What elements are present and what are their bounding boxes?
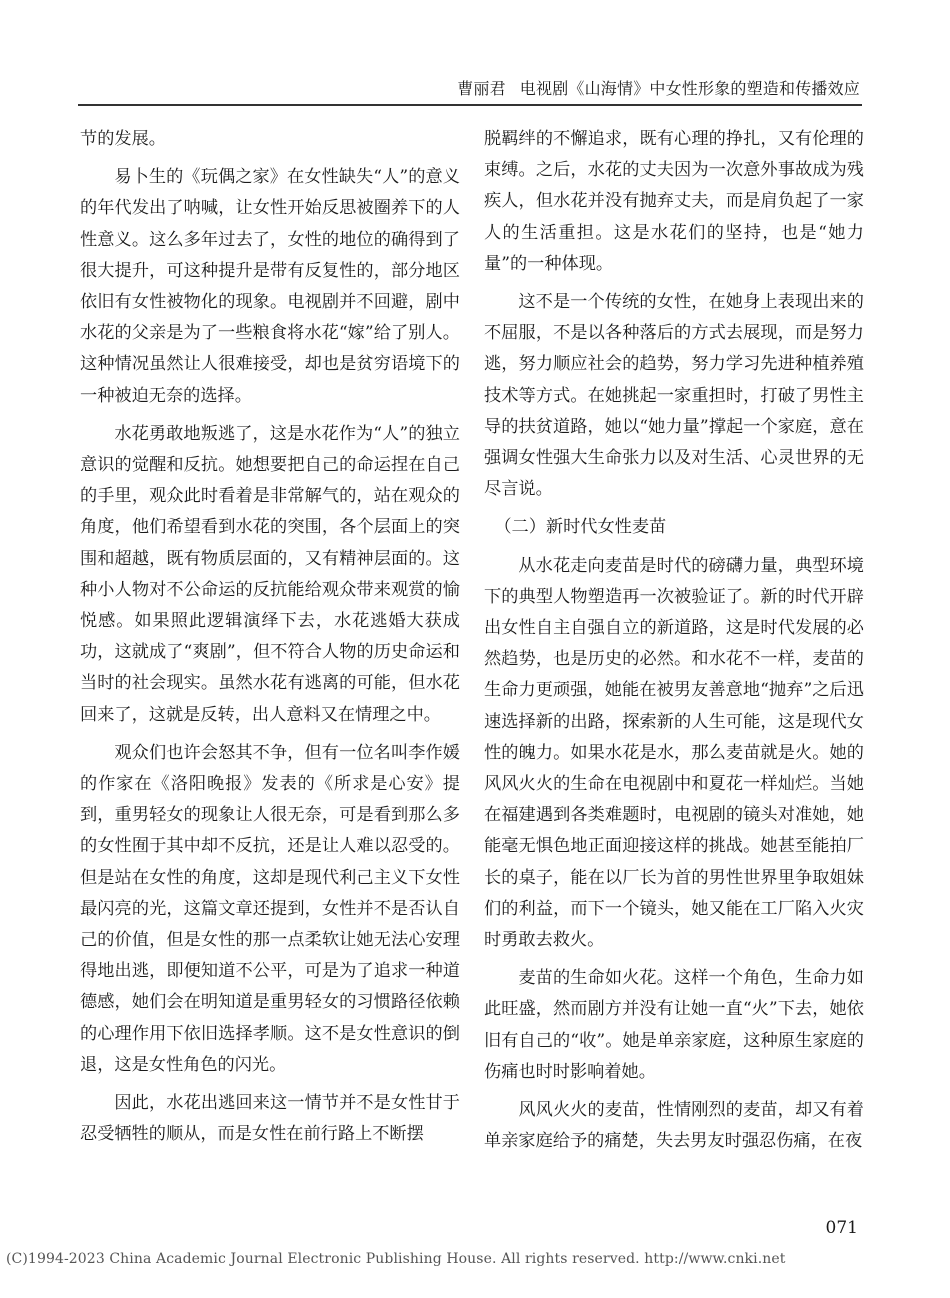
- header-title: 电视剧《山海情》中女性形象的塑造和传播效应: [519, 79, 860, 98]
- paragraph: 从水花走向麦苗是时代的磅礴力量，典型环境下的典型人物塑造再一次被验证了。新的时代开辟出女性自主自强自立的新道路，这是时代发展的必然趋势，也是历史的必然。和水花不一样，麦苗的生命力更顽强，她能在被男友善意地“抛弃”之后迅速选择新的出路，探索新的人生可能，这是现代女性的魄力。如果水花是水，那么麦苗就是火。她的风风火火的生命在电视剧中和夏花一样灿烂。当她在福建遇到各类难题时，电视剧的镜头对准她，她能毫无惧色地正面迎接这样的挑战。她甚至能拍厂长的桌子，能在以厂长为首的男性世界里争取姐妹们的利益，而下一个镜头，她又能在工厂陷入火灾时勇敢去救火。: [484, 555, 864, 951]
- paragraph: 观众们也许会怒其不争，但有一位名叫李作媛的作家在《洛阳晚报》发表的《所求是心安》提到，重男轻女的现象让人很无奈，可是看到那么多的女性囿于其中却不反抗，还是让人难以忍受的。但是站在女性的角度，这却是现代利己主义下女性最闪亮的光，这篇文章还提到，女性并不是否认自己的价值，但是女性的那一点柔软让她无法心安理得地出逃，即便知道不公平，可是为了追求一种道德感，她们会在明知道是重男轻女的习惯路径依赖的心理作用下依旧选择孝顺。这不是女性意识的倒退，这是女性角色的闪光。: [80, 742, 460, 1075]
- paragraph: 节的发展。: [80, 129, 166, 149]
- paragraph: 风风火火的麦苗，性情刚烈的麦苗，却又有着单亲家庭给予的痛楚，失去男友时强忍伤痛，在夜: [484, 1100, 864, 1152]
- paragraph: 易卜生的《玩偶之家》在女性缺失“人”的意义的年代发出了呐喊，让女性开始反思被圈养下的人性意义。这么多年过去了，女性的地位的确得到了很大提升，可这种提升是带有反复性的，部分地区依旧有女性被物化的现象。电视剧并不回避，剧中水花的父亲是为了一些粮食将水花“嫁”给了别人。这种情况虽然让人很难接受，却也是贫穷语境下的一种被迫无奈的选择。: [80, 167, 460, 406]
- paragraph: 这不是一个传统的女性，在她身上表现出来的不屈服，不是以各种落后的方式去展现，而是努力逃，努力顺应社会的趋势，努力学习先进种植养殖技术等方式。在她挑起一家重担时，打破了男性主导的扶贫道路，她以“她力量”撑起一个家庭，意在强调女性强大生命张力以及对生活、心灵世界的无尽言说。: [484, 292, 864, 500]
- header-author: 曹丽君: [457, 79, 506, 98]
- paragraph: 水花勇敢地叛逃了，这是水花作为“人”的独立意识的觉醒和反抗。她想要把自己的命运捏在自己的手里，观众此时看着是非常解气的，站在观众的角度，他们希望看到水花的突围，各个层面上的突围和超越，既有物质层面的，又有精神层面的。这种小人物对不公命运的反抗能给观众带来观赏的愉悦感。如果照此逻辑演绎下去，水花逃婚大获成功，这就成了“爽剧”，但不符合人物的历史命运和当时的社会现实。虽然水花有逃离的可能，但水花回来了，这就是反转，出人意料又在情理之中。: [80, 423, 460, 725]
- right-column: [484, 124, 864, 1165]
- left-column: [80, 124, 460, 1158]
- paragraph: 脱羁绊的不懈追求，既有心理的挣扎，又有伦理的束缚。之后，水花的丈夫因为一次意外事故成为残疾人，但水花并没有抛弃丈夫，而是肩负起了一家人的生活重担。这是水花们的坚持，也是“她力量”的一种体现。: [484, 129, 864, 274]
- paragraph: 麦苗的生命如火花。这样一个角色，生命力如此旺盛，然而剧方并没有让她一直“火”下去，她依旧有自己的“收”。她是单亲家庭，这种原生家庭的伤痛也时时影响着她。: [484, 968, 864, 1082]
- header-rule: [78, 104, 862, 106]
- copyright-footer: (C)1994-2023 China Academic Journal Electronic Publishing House. All rights reserved. http://www.cnki.net: [6, 1251, 786, 1267]
- running-header: [457, 76, 860, 99]
- paragraph: 因此，水花出逃回来这一情节并不是女性甘于忍受牺牲的顺从，而是女性在前行路上不断摆: [80, 1093, 460, 1145]
- page-number: 071: [825, 1218, 858, 1238]
- section-subheading: （二）新时代女性麦苗: [494, 517, 667, 538]
